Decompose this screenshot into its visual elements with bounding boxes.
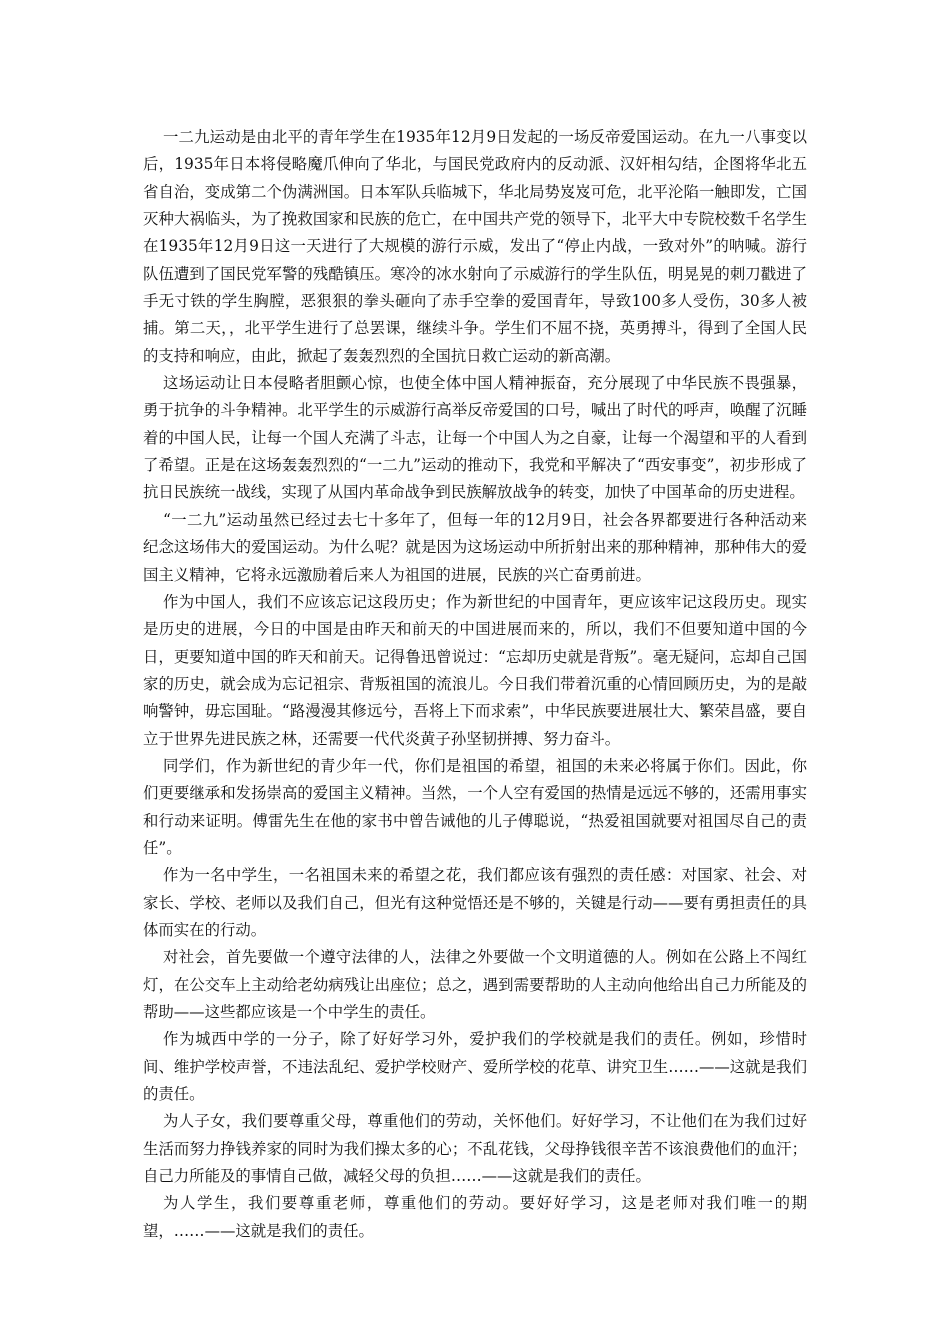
paragraph-society: 对社会，首先要做一个遵守法律的人，法律之外要做一个文明道德的人。例如在公路上不闯红灯，在公交车上主动给老幼病残让出座位；总之，遇到需要帮助的人主动向他给出自己力所能及的帮助——这些都应该是一个中学生的责任。 — [143, 948, 807, 1021]
document-body — [143, 124, 807, 1245]
paragraph-remember-history: 作为中国人，我们不应该忘记这段历史；作为新世纪的中国青年，更应该牢记这段历史。现实是历史的进展，今日的中国是由昨天和前天的中国进展而来的，所以，我们不但要知道中国的今日，更要知道中国的昨天和前天。记得鲁迅曾说过：“忘却历史就是背叛”。毫无疑问，忘却自己国家的历史，就会成为忘记祖宗、背叛祖国的流浪儿。今日我们带着沉重的心情回顾历史，为的是敲响警钟，毋忘国耻。“路漫漫其修远兮，吾将上下而求索”，中华民族要进展壮大、繁荣昌盛，要自立于世界先进民族之林，还需要一代代炎黄子孙坚韧拼搏、努力奋斗。 — [143, 592, 807, 748]
paragraph-parents: 为人子女，我们要尊重父母，尊重他们的劳动，关怀他们。好好学习，不让他们在为我们过好生活而努力挣钱养家的同时为我们操太多的心；不乱花钱，父母挣钱很辛苦不该浪费他们的血汗；自己力所能及的事情自己做，减轻父母的负担……——这就是我们的责任。 — [143, 1112, 807, 1186]
paragraph-national-spirit: 这场运动让日本侵略者胆颤心惊，也使全体中国人精神振奋，充分展现了中华民族不畏强暴，勇于抗争的斗争精神。北平学生的示威游行高举反帝爱国的口号，喊出了时代的呼声，唤醒了沉睡着的中国人民，让每一个国人充满了斗志，让每一个中国人为之自豪，让每一个渴望和平的人看到了希望。正是在这场轰轰烈烈的“一二九”运动的推动下，我党和平解决了“西安事变”，初步形成了抗日民族统一战线，实现了从国内革命战争到民族解放战争的转变，加快了中国革命的历史进程。 — [143, 374, 807, 502]
paragraph-commemoration: “一二九”运动虽然已经过去七十多年了，但每一年的12月9日，社会各界都要进行各种活动来纪念这场伟大的爱国运动。为什么呢？就是因为这场运动中所折射出来的那种精神，那种伟大的爱国主义精神，它将永远激励着后来人为祖国的进展，民族的兴亡奋勇前进。 — [143, 510, 807, 584]
paragraph-new-generation: 同学们，作为新世纪的青少年一代，你们是祖国的希望，祖国的未来必将属于你们。因此，你们更要继承和发扬崇高的爱国主义精神。当然，一个人空有爱国的热情是远远不够的，还需用事实和行动来证明。傅雷先生在他的家书中曾告诫他的儿子傅聪说，“热爱祖国就要对祖国尽自己的责任”。 — [143, 756, 807, 857]
paragraph-student-responsibility: 作为一名中学生，一名祖国未来的希望之花，我们都应该有强烈的责任感：对国家、社会、对家长、学校、老师以及我们自己，但光有这种觉悟还是不够的，关键是行动——要有勇担责任的具体而实在的行动。 — [143, 866, 807, 939]
paragraph-december-ninth-movement: 一二九运动是由北平的青年学生在1935年12月9日发起的一场反帝爱国运动。在九一八事变以后，1935年日本将侵略魔爪伸向了华北，与国民党政府内的反动派、汉奸相勾结，企图将华北五省自治，变成第二个伪满洲国。日本军队兵临城下，华北局势岌岌可危，北平沦陷一触即发，亡国灭种大祸临头，为了挽救国家和民族的危亡，在中国共产党的领导下，北平大中专院校数千名学生在1935年12月9日这一天进行了大规模的游行示威，发出了“停止内战，一致对外”的呐喊。游行队伍遭到了国民党军警的残酷镇压。寒冷的冰水射向了示威游行的学生队伍，明晃晃的刺刀戳进了手无寸铁的学生胸膛，恶狠狠的拳头砸向了赤手空拳的爱国青年，导致100多人受伤，30多人被捕。第二天，，北平学生进行了总罢课，继续斗争。学生们不屈不挠，英勇搏斗，得到了全国人民的支持和响应，由此，掀起了轰轰烈烈的全国抗日救亡运动的新高潮。 — [143, 128, 807, 365]
paragraph-school: 作为城西中学的一分子，除了好好学习外，爱护我们的学校就是我们的责任。例如，珍惜时间、维护学校声誉，不违法乱纪、爱护学校财产、爱所学校的花草、讲究卫生……——这就是我们的责任。 — [143, 1030, 807, 1104]
paragraph-teachers: 为人学生，我们要尊重老师，尊重他们的劳动。要好好学习，这是老师对我们唯一的期望，……——这就是我们的责任。 — [143, 1194, 807, 1240]
